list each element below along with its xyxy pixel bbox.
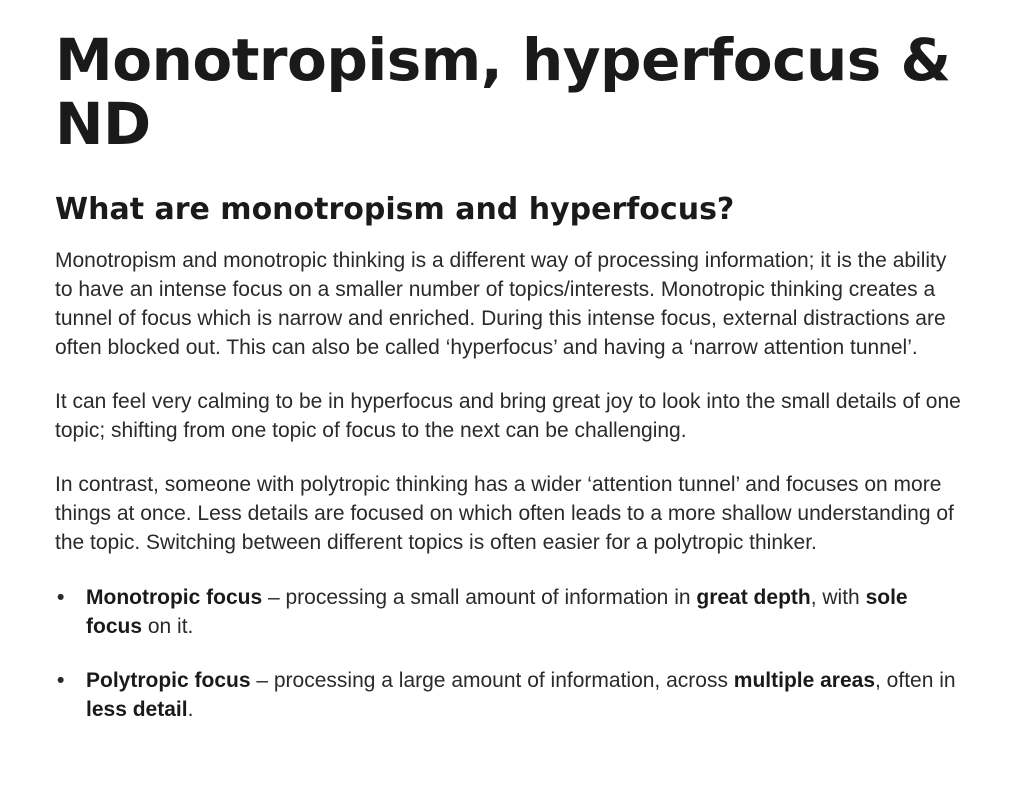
paragraph-hyperfocus-calming: It can feel very calming to be in hyperfocus and bring great joy to look into the small details of one topic; shifting from one topic of focus to the next can be challenging. xyxy=(55,390,961,442)
bullet-text: , often in xyxy=(875,669,956,692)
bullet-text: on it. xyxy=(142,615,194,638)
term-polytropic-focus: Polytropic focus xyxy=(86,669,251,692)
document-title: Monotropism, hyperfocus & ND xyxy=(55,26,951,158)
bullet-emphasis: less detail xyxy=(86,698,188,721)
bullet-text: . xyxy=(187,698,194,721)
list-item-polytropic-focus xyxy=(55,666,964,724)
term-monotropic-focus: Monotropic focus xyxy=(86,586,263,609)
list-item-monotropic-focus xyxy=(55,583,964,641)
focus-types-list xyxy=(55,583,964,724)
bullet-emphasis: multiple areas xyxy=(733,669,876,692)
section-heading: What are monotropism and hyperfocus? xyxy=(55,192,735,227)
bullet-text: , with xyxy=(810,586,866,609)
bullet-marker: • xyxy=(57,586,65,609)
paragraph-polytropic: In contrast, someone with polytropic thinking has a wider ‘attention tunnel’ and focuses on more things at once. Less details are focused on which often leads to a more shallow understanding of the topic. Switching between different topics is often easier for a polytropic thinker. xyxy=(55,473,954,554)
bullet-text: – processing a large amount of information, across xyxy=(250,669,734,692)
bullet-emphasis: great depth xyxy=(696,586,811,609)
bullet-marker: • xyxy=(57,669,65,692)
bullet-text: – processing a small amount of information in xyxy=(262,586,697,609)
paragraph-monotropism: Monotropism and monotropic thinking is a different way of processing information; it is the ability to have an intense focus on a smaller number of topics/interests. Monotropic thinking creates a tunnel of focus which is narrow and enriched. During this intense focus, external distractions are often blocked out. This can also be called ‘hyperfocus’ and having a ‘narrow attention tunnel’. xyxy=(55,249,947,359)
bullet-emphasis: sole focus xyxy=(86,586,908,638)
